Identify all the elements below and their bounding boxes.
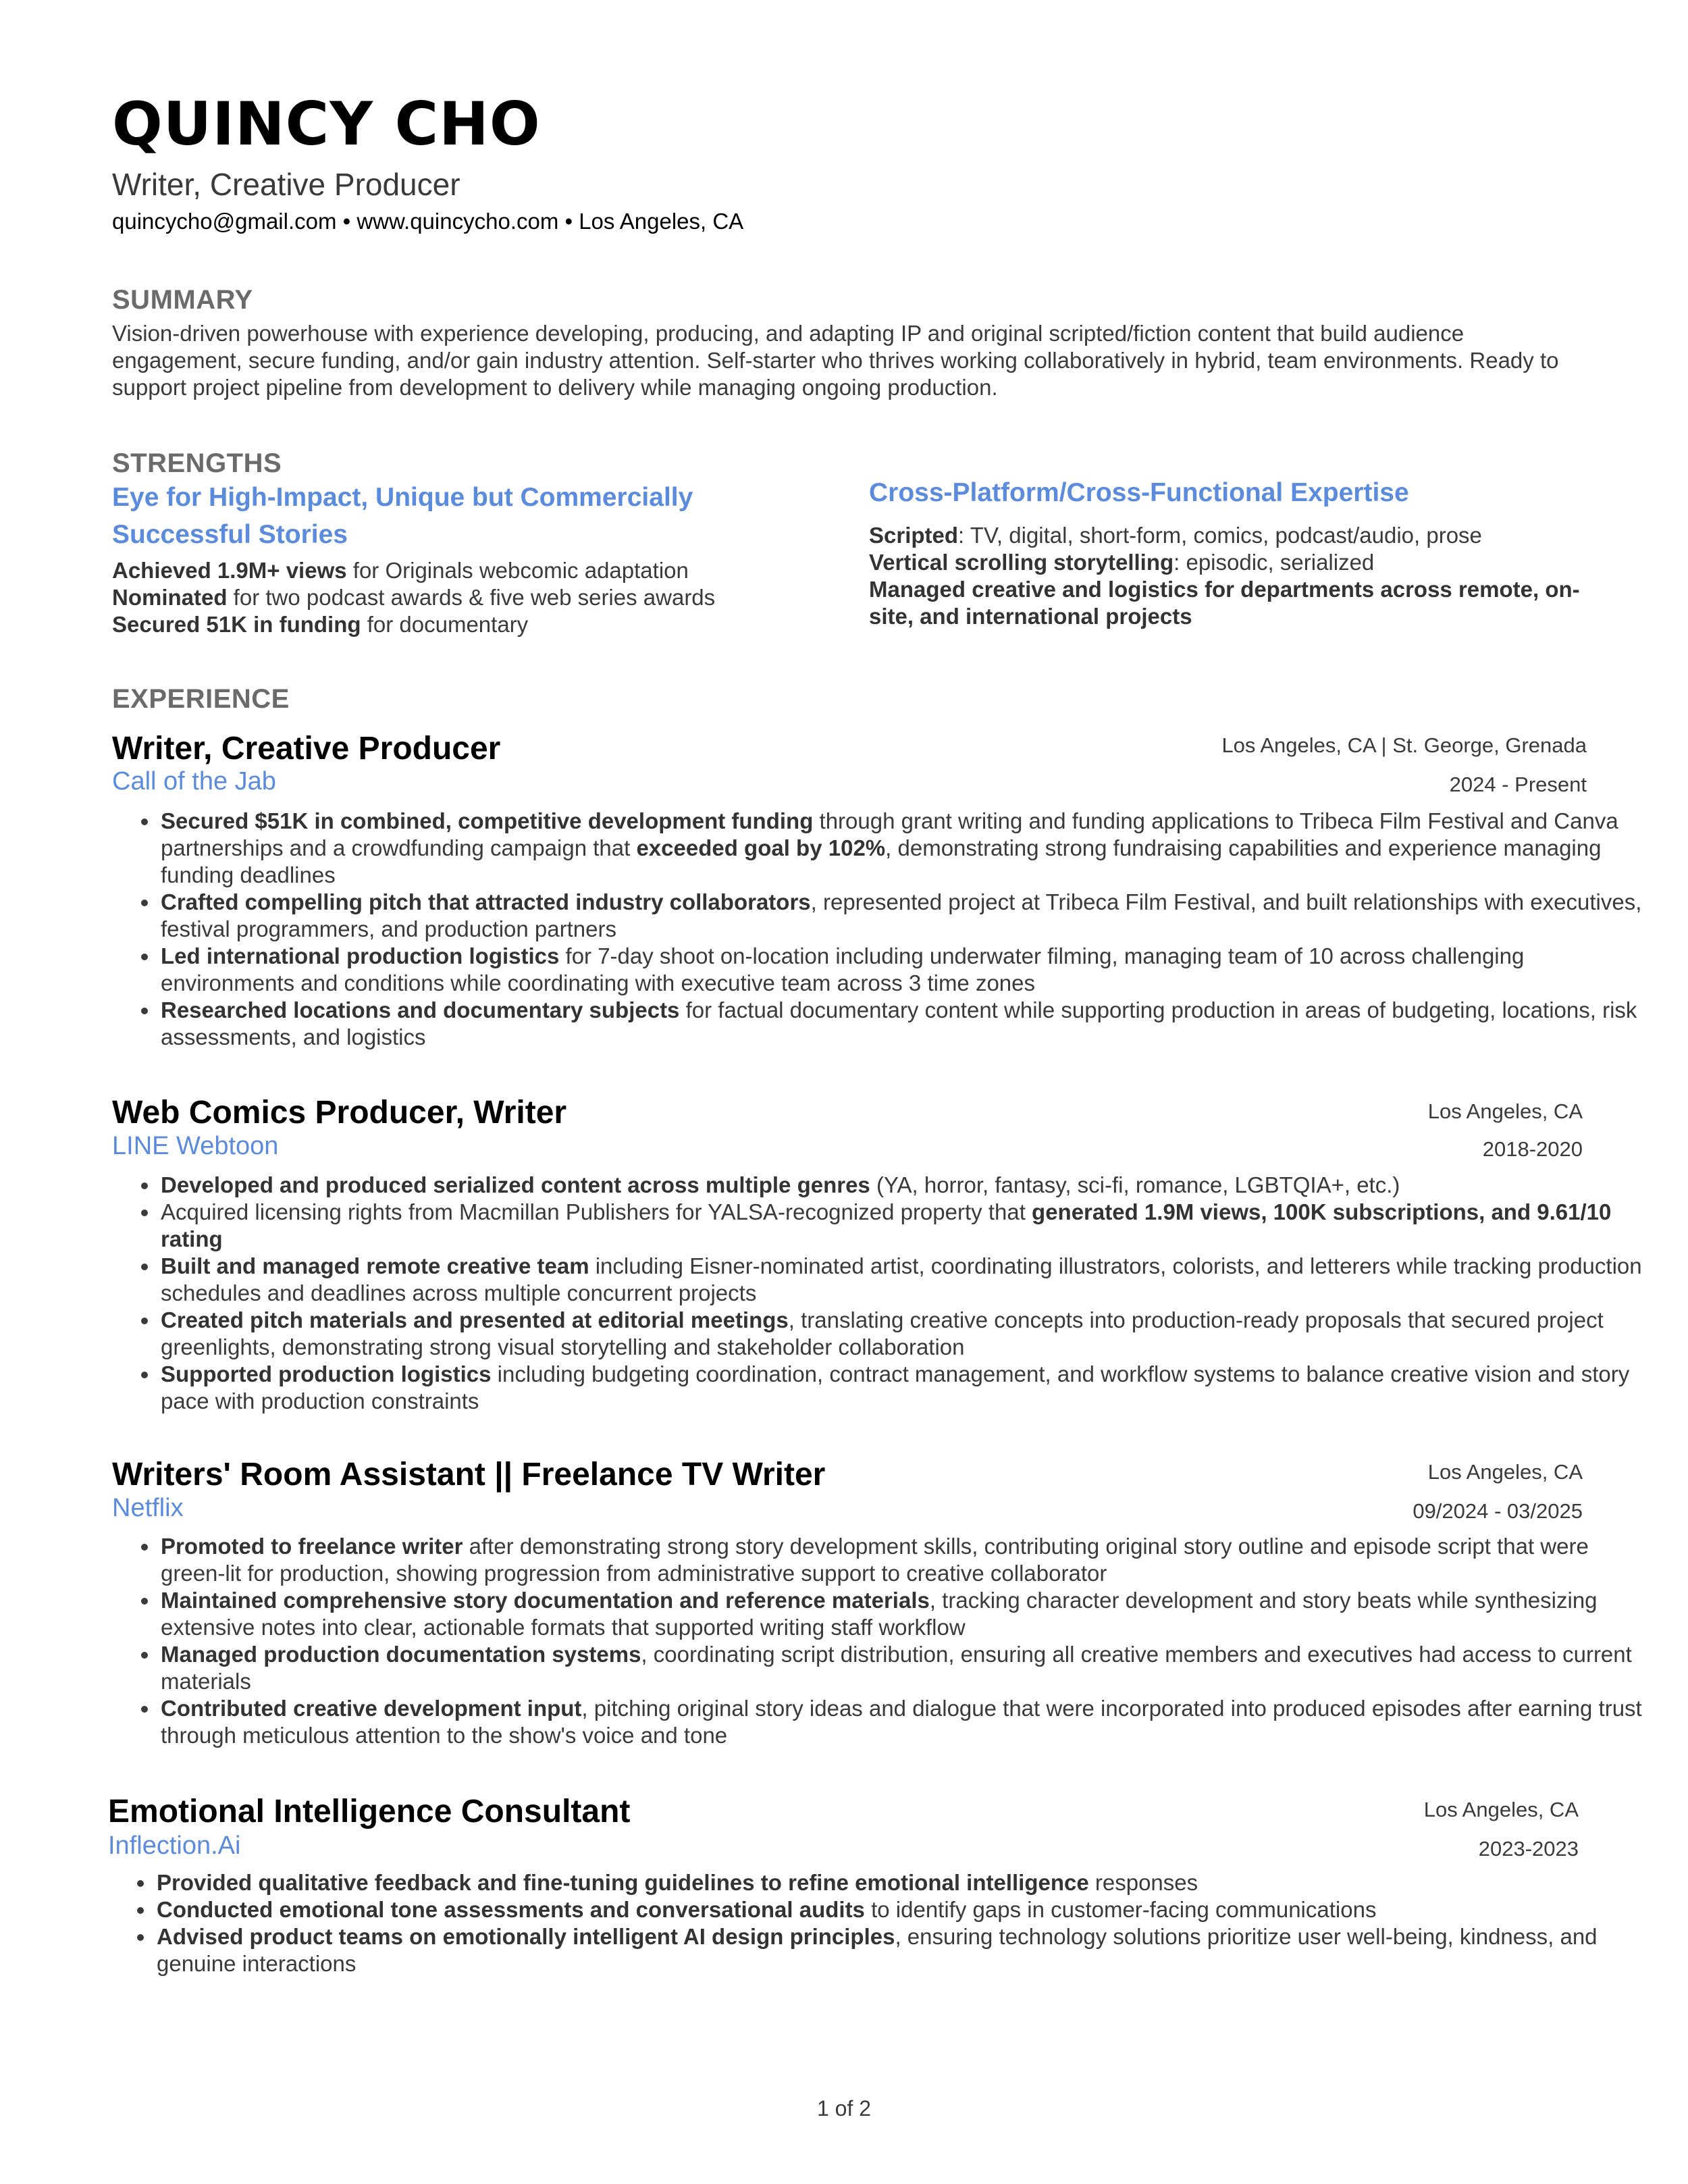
- job-bullet: [159, 943, 1652, 997]
- job-location: Los Angeles, CA: [1423, 1798, 1579, 1821]
- bullet-text: including Eisner-nominated artist, coordinating illustrators, colorists, and letterers while tracking production schedules and deadlines across multiple concurrent projects: [161, 1253, 1642, 1305]
- experience-heading: EXPERIENCE: [112, 684, 290, 714]
- job-title: Web Comics Producer, Writer: [112, 1095, 567, 1130]
- candidate-name: QUINCY CHO: [112, 89, 541, 159]
- summary-text: Vision-driven powerhouse with experience developing, producing, and adapting IP and original scripted/fiction content that build audience engagement, secure funding, and/or gain industry attention. Self-starter who thrives working collaboratively in hybrid, team environments. Ready to support project pipeline from development to delivery while managing ongoing production.: [112, 321, 1559, 400]
- bullet-text: including budgeting coordination, contract management, and workflow systems to balance creative vision and story pace with production constraints: [161, 1361, 1630, 1413]
- strength-item-bold: Secured 51K in funding: [112, 612, 361, 637]
- job-bullet: [159, 1361, 1652, 1415]
- job-title: Writers' Room Assistant || Freelance TV Writer: [112, 1457, 826, 1492]
- strength-item: [869, 576, 1598, 630]
- bullet-text: to identify gaps in customer-facing communications: [864, 1897, 1377, 1922]
- job-bullet: [155, 1923, 1647, 1977]
- bullet-bold-text: Maintained comprehensive story documentation and reference materials: [161, 1588, 930, 1613]
- bullet-bold-text: Contributed creative development input: [161, 1696, 582, 1721]
- job-dates: 2024 - Present: [1449, 773, 1587, 796]
- bullet-bold-text: Researched locations and documentary subjects: [161, 997, 680, 1022]
- job-bullet: [159, 1253, 1652, 1307]
- bullet-text: after demonstrating strong story development skills, contributing original story outline and episode script that were green-lit for production, showing progression from administrative support to creative collaborator: [161, 1534, 1589, 1586]
- job-location: Los Angeles, CA: [1427, 1099, 1583, 1123]
- strength-right-title: Cross-Platform/Cross-Functional Expertise: [869, 478, 1409, 507]
- job-dates: 2023-2023: [1478, 1837, 1579, 1861]
- summary-heading: SUMMARY: [112, 285, 253, 315]
- company-name: Inflection.Ai: [108, 1831, 241, 1860]
- bullet-text: , represented project at Tribeca Film Festival, and built relationships with executives, festival programmers, and production partners: [161, 889, 1642, 941]
- bullet-text: Acquired licensing rights from Macmillan Publishers for YALSA-recognized property that: [161, 1199, 1032, 1224]
- strength-left-list: [112, 557, 855, 638]
- strength-item-bold: Scripted: [869, 523, 959, 548]
- job-location: Los Angeles, CA: [1427, 1460, 1583, 1484]
- strength-item-bold: Nominated: [112, 585, 228, 610]
- page-number: 1 of 2: [816, 2096, 872, 2121]
- bullet-text: , coordinating script distribution, ensuring all creative members and executives had access to current materials: [161, 1642, 1632, 1694]
- bullet-bold-text: Secured $51K in combined, competitive development funding: [161, 808, 814, 833]
- bullet-text: through grant writing and funding applications to Tribeca Film Festival and Canva partnerships and a crowdfunding campaign that: [161, 808, 1618, 860]
- bullet-text: , translating creative concepts into production-ready proposals that secured project greenlights, demonstrating strong visual storytelling and stakeholder collaboration: [161, 1307, 1604, 1359]
- bullet-bold-text: Promoted to freelance writer: [161, 1534, 463, 1559]
- company-name: LINE Webtoon: [112, 1132, 279, 1160]
- bullet-text: responses: [1088, 1870, 1198, 1895]
- strength-item-bold: Vertical scrolling storytelling: [869, 550, 1174, 575]
- strength-item-text: for Originals webcomic adaptation: [346, 558, 689, 583]
- bullet-text: for factual documentary content while supporting production in areas of budgeting, locations, risk assessments, and logistics: [161, 997, 1637, 1049]
- bullet-bold-text: Built and managed remote creative team: [161, 1253, 589, 1278]
- bullet-text: for 7-day shoot on-location including underwater filming, managing team of 10 across challenging environments and conditions while coordinating with executive team across 3 time zones: [161, 943, 1525, 995]
- bullet-bold-text: Provided qualitative feedback and fine-tuning guidelines to refine emotional intelligence: [157, 1870, 1089, 1895]
- bullet-bold-text: Supported production logistics: [161, 1361, 492, 1386]
- strength-item-text: : episodic, serialized: [1173, 550, 1375, 575]
- bullet-text: , tracking character development and story beats while synthesizing extensive notes into clear, actionable formats that supported writing staff workflow: [161, 1588, 1598, 1640]
- bullet-bold-text: Crafted compelling pitch that attracted industry collaborators: [161, 889, 811, 914]
- job-bullets: [108, 1869, 1647, 1977]
- bullet-bold-text: Created pitch materials and presented at editorial meetings: [161, 1307, 789, 1332]
- strength-item: [869, 522, 1598, 549]
- bullet-bold-text: Conducted emotional tone assessments and conversational audits: [157, 1897, 865, 1922]
- job-location: Los Angeles, CA | St. George, Grenada: [1221, 733, 1587, 757]
- job-bullets: [112, 1533, 1652, 1749]
- contact-line: quincycho@gmail.com • www.quincycho.com • Los Angeles, CA: [112, 209, 744, 234]
- job-bullet: [159, 1587, 1652, 1641]
- job-bullet: [159, 997, 1652, 1051]
- strengths-heading: STRENGTHS: [112, 448, 282, 478]
- job-dates: 09/2024 - 03/2025: [1413, 1499, 1583, 1523]
- bullet-text: (YA, horror, fantasy, sci-fi, romance, LGBTQIA+, etc.): [870, 1172, 1400, 1197]
- job-dates: 2018-2020: [1482, 1137, 1583, 1161]
- job-bullet: [159, 1307, 1652, 1361]
- bullet-bold-text: exceeded goal by 102%: [636, 835, 886, 860]
- strength-item-text: for documentary: [361, 612, 529, 637]
- company-name: Call of the Jab: [112, 767, 276, 796]
- job-bullet: [159, 889, 1652, 943]
- strength-right-list: [869, 522, 1598, 630]
- job-bullet: [159, 1172, 1652, 1199]
- bullet-text: , pitching original story ideas and dialogue that were incorporated into produced episodes after earning trust through meticulous attention to the show's voice and tone: [161, 1696, 1642, 1748]
- bullet-text: , ensuring technology solutions prioritize user well-being, kindness, and genuine interactions: [157, 1924, 1598, 1976]
- bullet-bold-text: Developed and produced serialized content across multiple genres: [161, 1172, 870, 1197]
- strength-item-text: for two podcast awards & five web series awards: [227, 585, 716, 610]
- candidate-subtitle: Writer, Creative Producer: [112, 167, 460, 202]
- strength-item-bold: Achieved 1.9M+ views: [112, 558, 347, 583]
- strength-item-text: : TV, digital, short-form, comics, podcast/audio, prose: [958, 523, 1482, 548]
- job-bullet: [155, 1869, 1647, 1896]
- strength-item: [112, 584, 855, 611]
- company-name: Netflix: [112, 1494, 184, 1522]
- strength-left-title: Eye for High-Impact, Unique but Commercially Successful Stories: [112, 483, 693, 549]
- strength-item: [112, 611, 855, 638]
- job-bullet: [155, 1896, 1647, 1923]
- job-bullet: [159, 808, 1652, 889]
- bullet-bold-text: generated 1.9M views, 100K subscriptions, and 9.61/10 rating: [161, 1199, 1612, 1251]
- strength-item-bold: Managed creative and logistics for departments across remote, on-site, and international projects: [869, 577, 1580, 629]
- job-bullet: [159, 1641, 1652, 1695]
- bullet-bold-text: Led international production logistics: [161, 943, 560, 968]
- job-title: Emotional Intelligence Consultant: [108, 1794, 631, 1829]
- job-bullet: [159, 1695, 1652, 1749]
- job-bullet: [159, 1533, 1652, 1587]
- job-bullets: [112, 1172, 1652, 1415]
- job-title: Writer, Creative Producer: [112, 731, 501, 766]
- job-bullets: [112, 808, 1652, 1051]
- bullet-text: , demonstrating strong fundraising capabilities and experience managing funding deadlines: [161, 835, 1602, 887]
- bullet-bold-text: Managed production documentation systems: [161, 1642, 641, 1667]
- bullet-bold-text: Advised product teams on emotionally intelligent AI design principles: [157, 1924, 895, 1949]
- strength-item: [869, 549, 1598, 576]
- job-bullet: [159, 1199, 1652, 1253]
- strength-item: [112, 557, 855, 584]
